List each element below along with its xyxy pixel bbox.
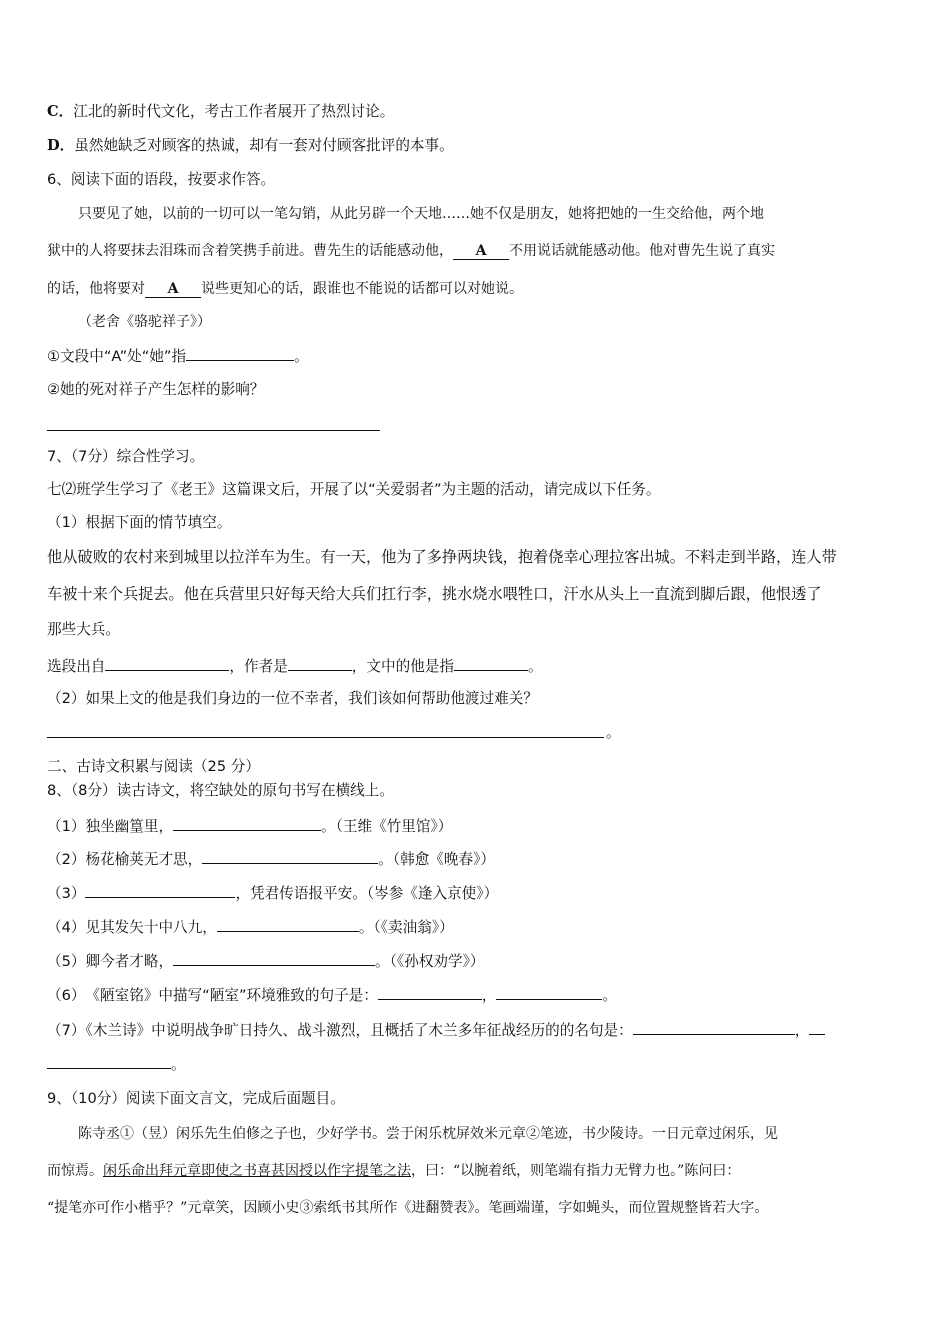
q6-blank-a2[interactable]: A	[145, 281, 201, 298]
q8-item2-b: 。（韩愈《晚春》）	[378, 851, 495, 868]
q8-item1-a: （1）独坐幽篁里，	[47, 818, 174, 835]
q6-sub1-end: 。	[294, 348, 309, 365]
q8-item4-b: 。（《卖油翁》）	[358, 919, 454, 936]
q9-title: 9、（10分）阅读下面文言文，完成后面题目。	[47, 1090, 345, 1107]
q7-passage-line1: 他从破败的农村来到城里以拉洋车为生。有一天，他为了多挣两块钱，抱着侥幸心理拉客出城。不料走到半路，连人带	[47, 548, 837, 566]
q9-passage-line2-a: 而惊焉。	[47, 1163, 103, 1179]
q6-sub1-blank[interactable]	[186, 345, 294, 361]
q8-blank2[interactable]	[202, 848, 378, 864]
q7-intro: 七⑵班学生学习了《老王》这篇课文后，开展了以“关爱弱者”为主题的活动，请完成以下任务。	[47, 481, 661, 498]
q6-passage-line3	[47, 279, 523, 299]
option-c	[47, 102, 394, 122]
q6-title: 6、阅读下面的语段，按要求作答。	[47, 171, 276, 188]
q8-item6-c: 。	[602, 987, 618, 1004]
q8-item3-a: （3）	[47, 885, 86, 902]
q8-item7-a: （7）《木兰诗》中说明战争旷日持久、战斗激烈，且概括了木兰多年征战经历的的名句是：	[47, 1022, 633, 1039]
q8-item4-a: （4）见其发矢十中八九，	[47, 919, 217, 936]
q6-sub1	[47, 345, 309, 367]
q8-blank6a[interactable]	[378, 984, 482, 1000]
q6-passage-line2-a: 狱中的人将要抹去泪珠而含着笑携手前进。曹先生的话能感动他，	[47, 243, 453, 259]
q6-sub2: ②她的死对祥子产生怎样的影响？	[47, 381, 265, 398]
q8-blank7b-start[interactable]	[809, 1019, 825, 1035]
q8-blank3[interactable]	[85, 882, 235, 898]
section2-title: 二、古诗文积累与阅读（25 分）	[47, 758, 260, 775]
option-c-text: 江北的新时代文化，考古工作者展开了热烈讨论。	[73, 103, 395, 120]
q7-fill-b: ，作者是	[229, 658, 288, 675]
q8-item2	[47, 848, 495, 870]
q7-fill-c: ，文中的他是指	[351, 658, 454, 675]
q7-answer-line[interactable]	[47, 737, 604, 738]
q8-item7-b: ，	[794, 1022, 810, 1039]
q6-sub1-text: ①文段中“A”处“她”指	[47, 348, 187, 365]
q7-fill	[47, 655, 543, 677]
q7-sub1: （1）根据下面的情节填空。	[47, 514, 232, 531]
q8-blank7a[interactable]	[633, 1019, 795, 1035]
q8-item6-b: ，	[481, 987, 497, 1004]
q6-blank-a1[interactable]: A	[453, 243, 509, 260]
q9-underlined-sentence: 闲乐命出拜元章即使之书喜甚因授以作字提笔之法	[103, 1163, 411, 1179]
q6-passage-line2	[47, 241, 775, 261]
q6-source: （老舍《骆驼祥子》）	[78, 314, 211, 330]
option-c-label: C．	[47, 103, 74, 120]
q6-passage-line3-b: 说些更知心的话，跟谁也不能说的话都可以对她说。	[201, 281, 523, 297]
q9-passage-line2	[47, 1161, 740, 1181]
q8-item2-a: （2）杨花榆荚无才思，	[47, 851, 203, 868]
q7-blank-author[interactable]	[288, 655, 352, 671]
q8-item7-cont	[47, 1053, 186, 1075]
q8-title: 8、（8分）读古诗文，将空缺处的原句书写在横线上。	[47, 782, 394, 799]
q6-passage-line2-b: 不用说话就能感动他。他对曹先生说了真实	[509, 243, 775, 259]
q8-item3-b: ，凭君传语报平安。（岑参《逢入京使》）	[235, 885, 499, 902]
q7-blank-person[interactable]	[454, 655, 528, 671]
q8-blank7b[interactable]	[47, 1053, 171, 1069]
q8-item5-b: 。（《孙权劝学》）	[375, 953, 485, 970]
q8-item3	[47, 882, 498, 904]
option-d-label: D．	[47, 137, 75, 154]
q8-item1	[47, 815, 452, 837]
q8-blank1[interactable]	[173, 815, 321, 831]
q6-passage-line1: 只要见了她，以前的一切可以一笔勾销，从此另辟一个天地……她不仅是朋友，她将把她的一生交给他，两个地	[78, 206, 764, 222]
q8-blank4[interactable]	[217, 916, 359, 932]
option-d-text: 虽然她缺乏对顾客的热诚，却有一套对付顾客批评的本事。	[74, 137, 454, 154]
q9-passage-line3: “提笔亦可作小楷乎？”元章笑，因顾小史③索纸书其所作《进翻赞表》。笔画端谨，字如蝇头，而位置规整皆若大字。	[47, 1200, 769, 1216]
q7-fill-end: 。	[527, 658, 543, 675]
q8-item5-a: （5）卿今者才略，	[47, 953, 174, 970]
q8-item6	[47, 984, 617, 1006]
q7-sub2: （2）如果上文的他是我们身边的一位不幸者，我们该如何帮助他渡过难关？	[47, 690, 538, 707]
q7-blank-source[interactable]	[105, 655, 229, 671]
q6-passage-line3-a: 的话，他将要对	[47, 281, 145, 297]
q7-answer-end: 。	[606, 724, 621, 741]
q6-answer-line[interactable]	[47, 430, 380, 431]
q8-item7	[47, 1019, 825, 1041]
q7-fill-a: 选段出自	[47, 658, 106, 675]
q8-item7-c: 。	[171, 1056, 186, 1073]
q7-title: 7、（7分）综合性学习。	[47, 448, 205, 465]
q8-item5	[47, 950, 485, 972]
q8-item1-b: 。（王维《竹里馆》）	[321, 818, 453, 835]
q7-passage-line3: 那些大兵。	[47, 621, 120, 638]
q8-blank5[interactable]	[173, 950, 375, 966]
q7-passage-line2: 车被十来个兵捉去。他在兵营里只好每天给大兵们扛行李，挑水烧水喂牲口，汗水从头上一直流到脚后跟，他恨透了	[47, 585, 822, 603]
q8-item6-a: （6） 《陋室铭》中描写“陋室”环境雅致的句子是：	[47, 987, 378, 1004]
q8-blank6b[interactable]	[496, 984, 602, 1000]
q9-passage-line1: 陈寺丞①（昱）闲乐先生伯修之子也，少好学书。尝于闲乐枕屏效米元章②笔迹，书少陵诗。一日元章过闲乐，见	[78, 1126, 778, 1142]
q9-passage-line2-b: ，曰：“以腕着纸，则笔端有指力无臂力也。”陈问曰：	[411, 1163, 741, 1179]
q8-item4	[47, 916, 454, 938]
option-d	[47, 136, 454, 156]
